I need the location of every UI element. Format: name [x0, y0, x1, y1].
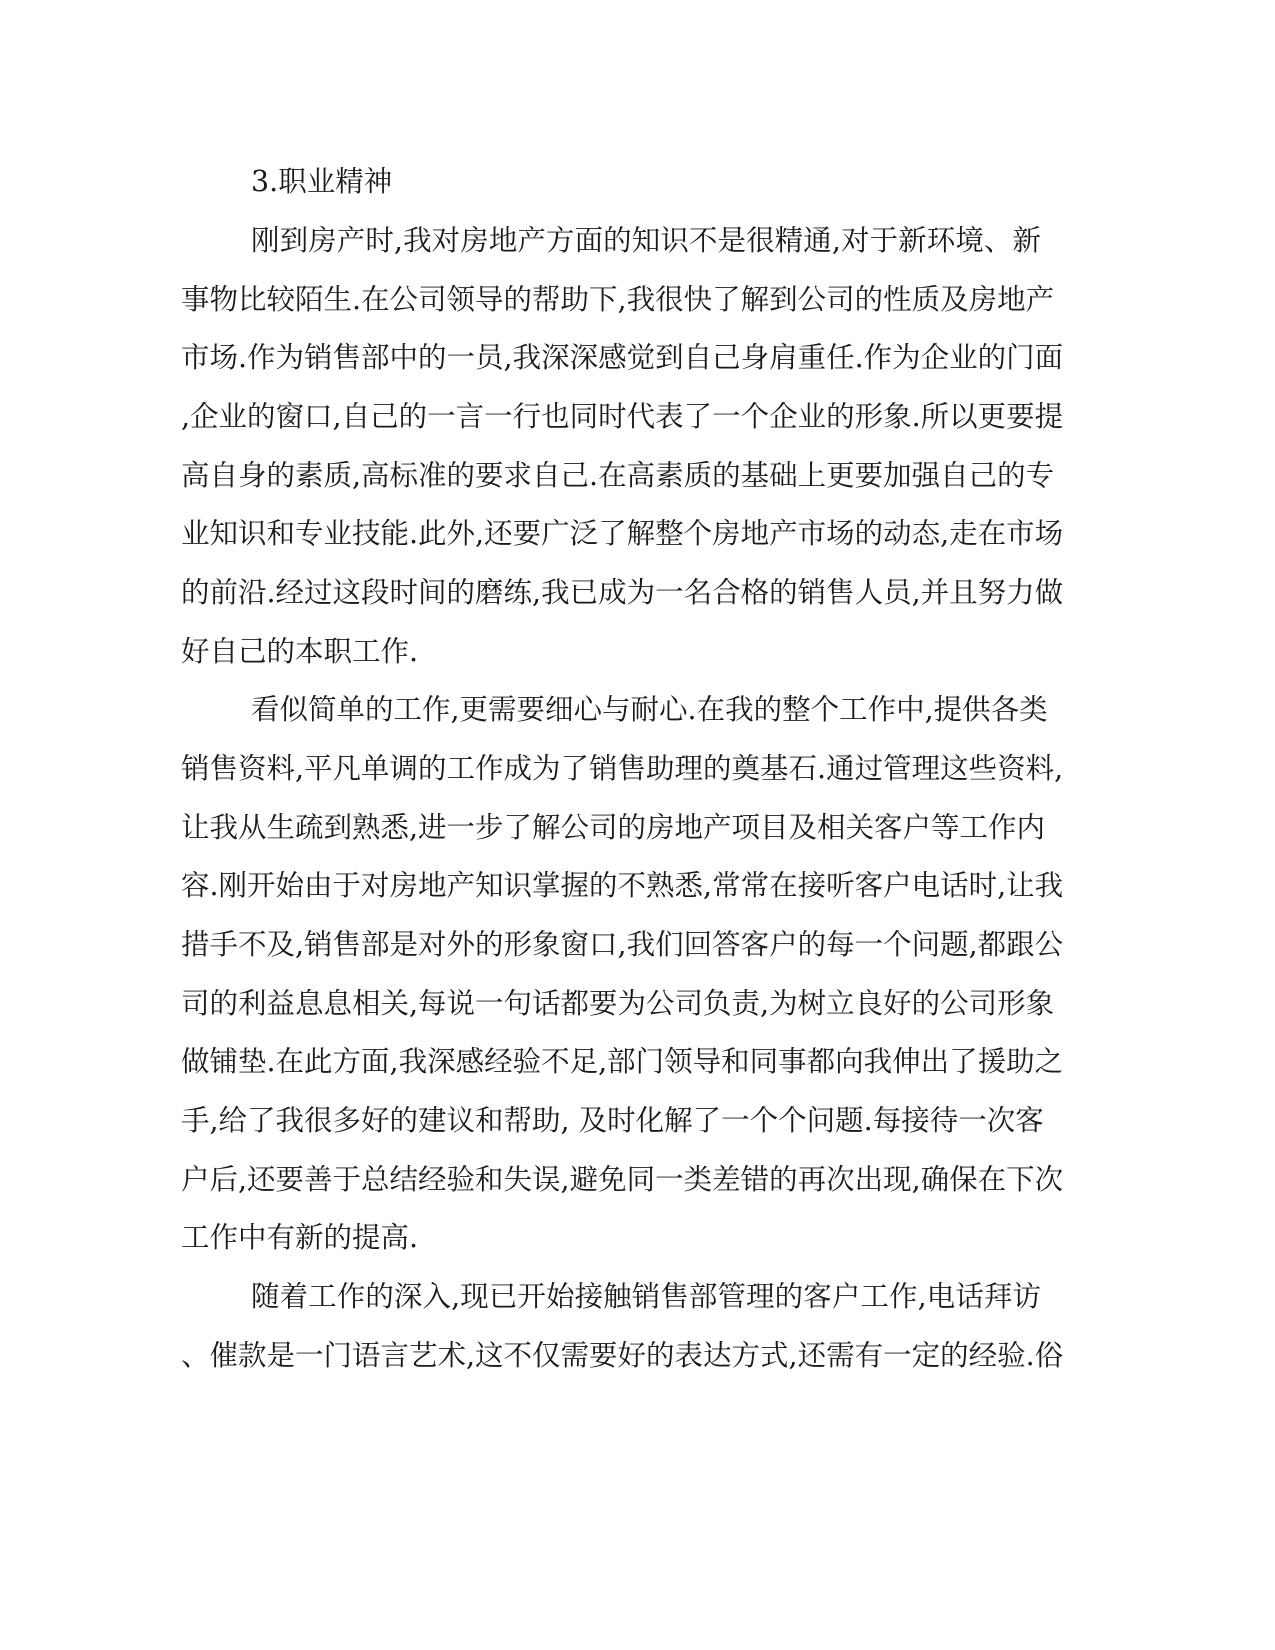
- paragraph-2-line-6: 司的利益息息相关,每说一句话都要为公司负责,为树立良好的公司形象: [181, 987, 1055, 1020]
- paragraph-1-line-6: 业知识和专业技能.此外,还要广泛了解整个房地产市场的动态,走在市场: [181, 517, 1064, 550]
- paragraph-2-line-10: 工作中有新的提高.: [181, 1221, 419, 1254]
- paragraph-2-line-9: 户后,还要善于总结经验和失误,避免同一类差错的再次出现,确保在下次: [181, 1163, 1064, 1196]
- paragraph-1-line-3: 市场.作为销售部中的一员,我深深感觉到自己身肩重任.作为企业的门面: [181, 341, 1064, 374]
- paragraph-2-line-2: 销售资料,平凡单调的工作成为了销售助理的奠基石.通过管理这些资料,: [181, 752, 1064, 785]
- paragraph-3-line-2: 、催款是一门语言艺术,这不仅需要好的表达方式,还需有一定的经验.俗: [181, 1339, 1064, 1372]
- paragraph-1-line-4: ,企业的窗口,自己的一言一行也同时代表了一个企业的形象.所以更要提: [181, 400, 1064, 433]
- paragraph-2-line-4: 容.刚开始由于对房地产知识掌握的不熟悉,常常在接听客户电话时,让我: [181, 869, 1064, 902]
- paragraph-1-line-7: 的前沿.经过这段时间的磨练,我已成为一名合格的销售人员,并且努力做: [181, 576, 1064, 609]
- section-heading: 3.职业精神: [251, 165, 393, 198]
- paragraph-1-line-1: 刚到房产时,我对房地产方面的知识不是很精通,对于新环境、新: [251, 224, 1041, 257]
- paragraph-2-line-7: 做铺垫.在此方面,我深感经验不足,部门领导和同事都向我伸出了援助之: [181, 1045, 1064, 1078]
- paragraph-2-line-8: 手,给了我很多好的建议和帮助, 及时化解了一个个问题.每接待一次客: [181, 1104, 1044, 1137]
- paragraph-2-line-1: 看似简单的工作,更需要细心与耐心.在我的整个工作中,提供各类: [251, 693, 1048, 726]
- paragraph-1-line-2: 事物比较陌生.在公司领导的帮助下,我很快了解到公司的性质及房地产: [181, 283, 1055, 316]
- paragraph-2-line-3: 让我从生疏到熟悉,进一步了解公司的房地产项目及相关客户等工作内: [181, 811, 1046, 844]
- paragraph-1-line-5: 高自身的素质,高标准的要求自己.在高素质的基础上更要加强自己的专: [181, 459, 1055, 492]
- paragraph-3-line-1: 随着工作的深入,现已开始接触销售部管理的客户工作,电话拜访: [251, 1280, 1041, 1313]
- paragraph-1-line-8: 好自己的本职工作.: [181, 635, 419, 668]
- paragraph-2-line-5: 措手不及,销售部是对外的形象窗口,我们回答客户的每一个问题,都跟公: [181, 928, 1064, 961]
